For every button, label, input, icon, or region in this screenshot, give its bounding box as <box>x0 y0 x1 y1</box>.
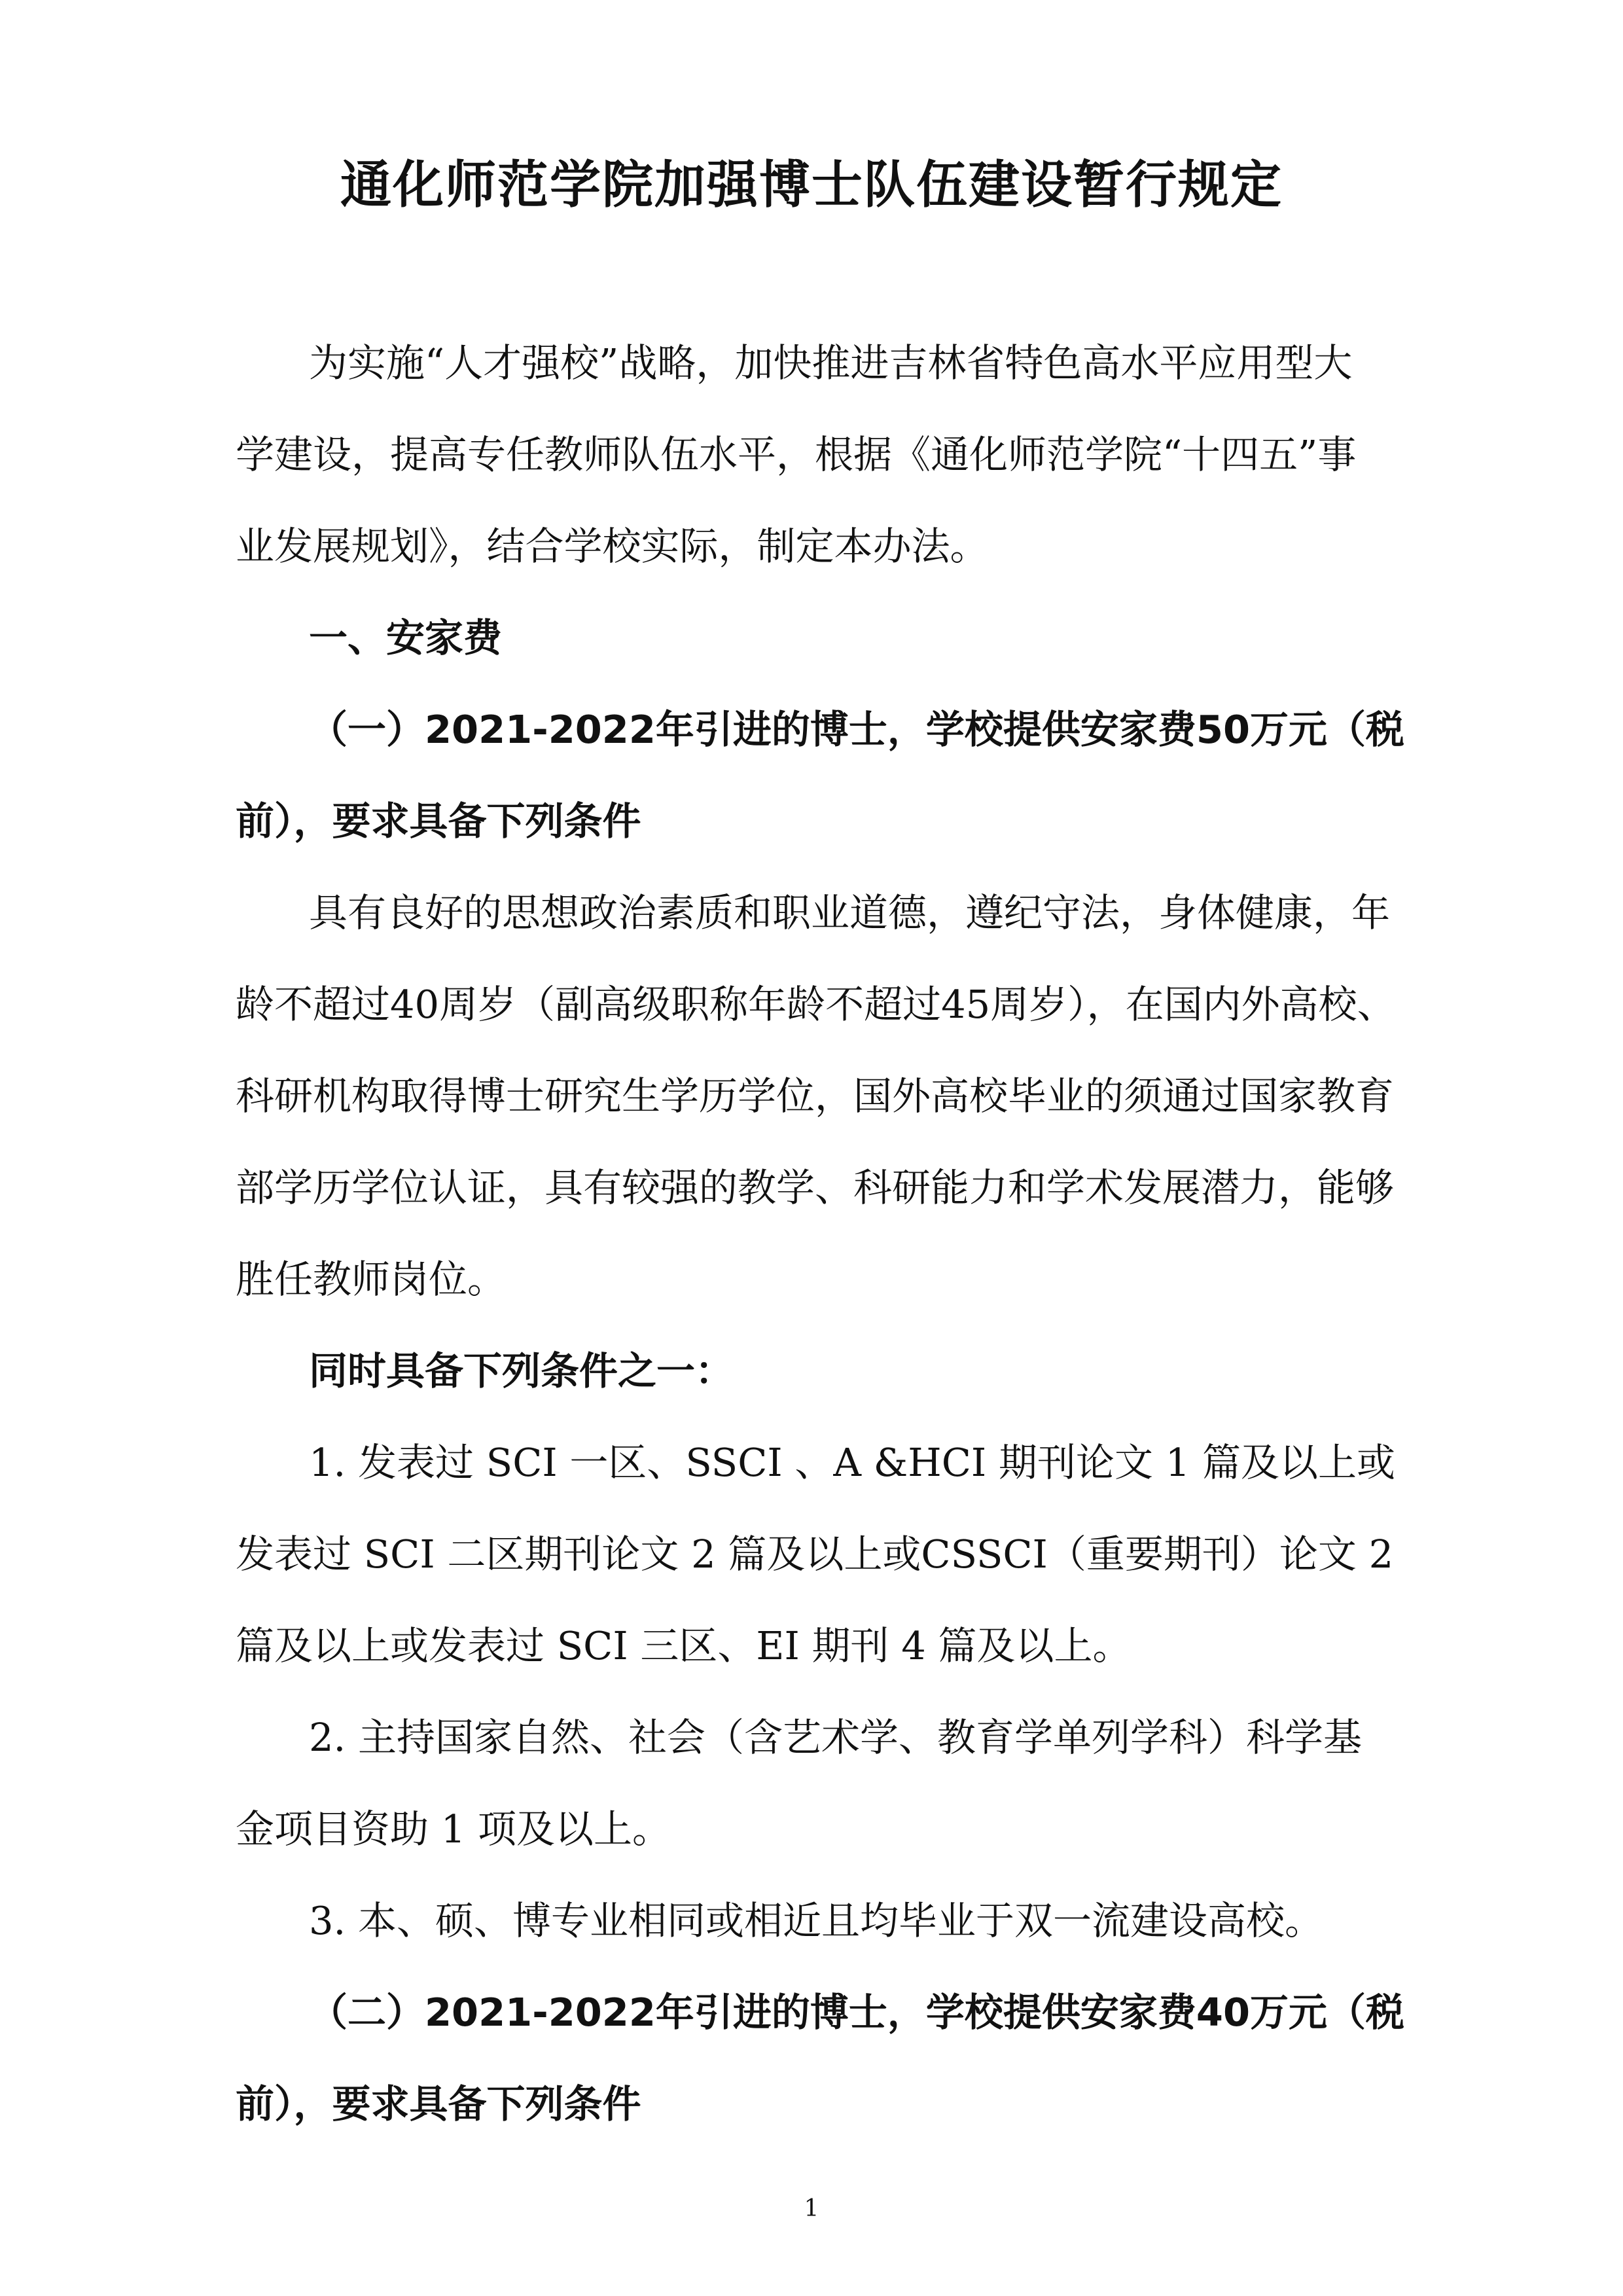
section-heading: 一、安家费 <box>309 615 503 660</box>
subsection-heading-2-line-2: 前），要求具备下列条件 <box>236 2081 641 2126</box>
intro-line-1: 为实施“人才强校”战略，加快推进吉林省特色高水平应用型大 <box>309 340 1353 386</box>
condition-1-line-3: 篇及以上或发表过 SCI 三区、EI 期刊 4 篇及以上。 <box>236 1623 1132 1668</box>
condition-1-line-2: 发表过 SCI 二区期刊论文 2 篇及以上或CSSCI（重要期刊）论文 2 <box>236 1532 1394 1577</box>
requirements-line-2: 龄不超过40周岁（副高级职称年龄不超过45周岁），在国内外高校、 <box>236 982 1396 1027</box>
intro-line-2: 学建设，提高专任教师队伍水平，根据《通化师范学院“十四五”事 <box>236 432 1357 477</box>
intro-line-3: 业发展规划》，结合学校实际，制定本办法。 <box>236 524 989 569</box>
page-number: 1 <box>804 2195 819 2222</box>
requirements-line-5: 胜任教师岗位。 <box>236 1257 507 1302</box>
requirements-line-3: 科研机构取得博士研究生学历学位，国外高校毕业的须通过国家教育 <box>236 1073 1395 1119</box>
condition-2-line-1: 2. 主持国家自然、社会（含艺术学、教育学单列学科）科学基 <box>309 1715 1363 1760</box>
document-title: 通化师范学院加强博士队伍建设暂行规定 <box>340 156 1283 215</box>
condition-3: 3. 本、硕、博专业相同或相近且均毕业于双一流建设高校。 <box>309 1898 1324 1943</box>
subsection-heading-2-line-1: （二）2021-2022年引进的博士，学校提供安家费40万元（税 <box>309 1990 1405 2035</box>
condition-1-line-1: 1. 发表过 SCI 一区、SSCI 、A &HCI 期刊论文 1 篇及以上或 <box>309 1440 1396 1485</box>
subsection-heading-1-line-2: 前），要求具备下列条件 <box>236 798 641 844</box>
subsection-heading-1-line-1: （一）2021-2022年引进的博士，学校提供安家费50万元（税 <box>309 707 1405 752</box>
requirements-line-1: 具有良好的思想政治素质和职业道德，遵纪守法，身体健康，年 <box>309 890 1391 935</box>
conditions-heading: 同时具备下列条件之一： <box>309 1348 734 1393</box>
condition-2-line-2: 金项目资助 1 项及以上。 <box>236 1806 671 1852</box>
requirements-line-4: 部学历学位认证，具有较强的教学、科研能力和学术发展潜力，能够 <box>236 1165 1395 1210</box>
